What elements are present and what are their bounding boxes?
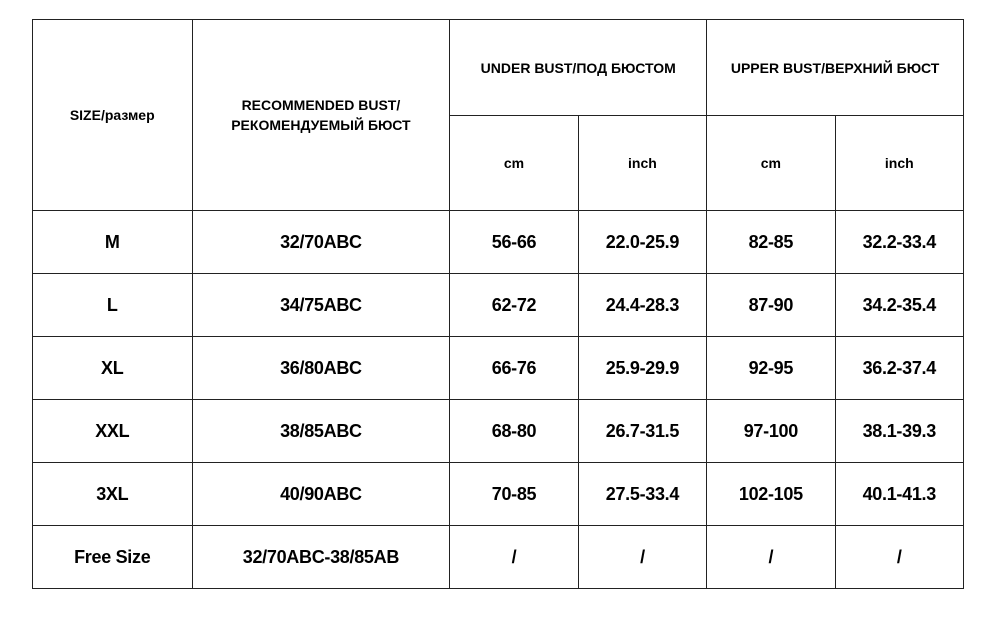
cell-size: M (33, 211, 193, 274)
cell-upper-cm: / (707, 526, 835, 589)
cell-upper-cm: 97-100 (707, 400, 835, 463)
table-row (33, 337, 964, 400)
cell-recommended: 40/90ABC (192, 463, 450, 526)
cell-upper-inch: 40.1-41.3 (835, 463, 963, 526)
cell-upper-inch: 34.2-35.4 (835, 274, 963, 337)
header-upper-bust: UPPER BUST/ВЕРХНИЙ БЮСТ (707, 20, 964, 116)
header-unit-under-inch: inch (578, 116, 706, 211)
cell-upper-cm: 102-105 (707, 463, 835, 526)
cell-under-inch: 27.5-33.4 (578, 463, 706, 526)
header-recommended-line2: РЕКОМЕНДУЕМЫЙ БЮСТ (231, 117, 411, 133)
cell-size: Free Size (33, 526, 193, 589)
cell-under-inch: 25.9-29.9 (578, 337, 706, 400)
header-unit-upper-cm: cm (707, 116, 835, 211)
cell-recommended: 34/75ABC (192, 274, 450, 337)
cell-upper-inch: 38.1-39.3 (835, 400, 963, 463)
cell-upper-cm: 87-90 (707, 274, 835, 337)
header-under-bust: UNDER BUST/ПОД БЮСТОМ (450, 20, 707, 116)
table-row (33, 463, 964, 526)
cell-recommended: 32/70ABC (192, 211, 450, 274)
cell-under-inch: 22.0-25.9 (578, 211, 706, 274)
cell-under-cm: 66-76 (450, 337, 578, 400)
cell-size: XL (33, 337, 193, 400)
cell-recommended: 38/85ABC (192, 400, 450, 463)
cell-upper-cm: 92-95 (707, 337, 835, 400)
cell-upper-inch: 36.2-37.4 (835, 337, 963, 400)
cell-recommended: 36/80ABC (192, 337, 450, 400)
table-row (33, 274, 964, 337)
cell-size: L (33, 274, 193, 337)
header-unit-under-cm: cm (450, 116, 578, 211)
header-size: SIZE/размер (33, 20, 193, 211)
cell-size: 3XL (33, 463, 193, 526)
cell-under-cm: 56-66 (450, 211, 578, 274)
table-row (33, 526, 964, 589)
cell-upper-inch: 32.2-33.4 (835, 211, 963, 274)
cell-under-inch: / (578, 526, 706, 589)
cell-under-cm: / (450, 526, 578, 589)
cell-under-cm: 62-72 (450, 274, 578, 337)
cell-upper-inch: / (835, 526, 963, 589)
table-row (33, 400, 964, 463)
header-recommended-bust (192, 20, 450, 211)
header-unit-upper-inch: inch (835, 116, 963, 211)
cell-upper-cm: 82-85 (707, 211, 835, 274)
cell-under-inch: 26.7-31.5 (578, 400, 706, 463)
size-chart-table (32, 19, 964, 589)
header-recommended-line1: RECOMMENDED BUST/ (241, 97, 401, 113)
cell-under-cm: 68-80 (450, 400, 578, 463)
cell-recommended: 32/70ABC-38/85AB (192, 526, 450, 589)
cell-under-inch: 24.4-28.3 (578, 274, 706, 337)
cell-size: XXL (33, 400, 193, 463)
table-row (33, 211, 964, 274)
cell-under-cm: 70-85 (450, 463, 578, 526)
header-row-top (33, 20, 964, 116)
